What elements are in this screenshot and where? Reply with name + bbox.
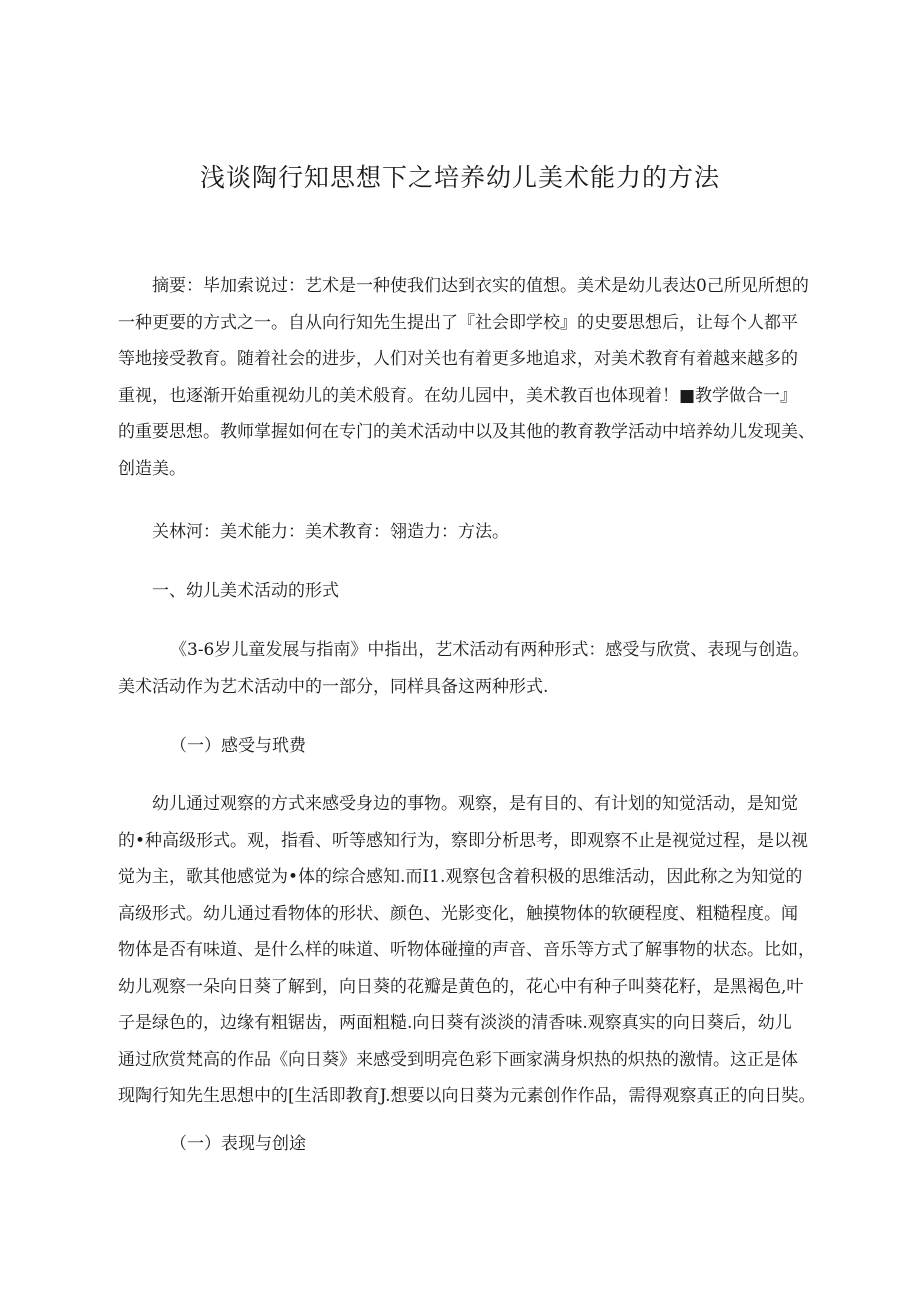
paragraph-line: 的•种高级形式。观，指看、听等感知行为，察即分析思考，即观察不止是视觉过程，是以视: [118, 830, 809, 851]
section-heading: 一、幼儿美术活动的形式: [152, 581, 339, 601]
abstract-line: 创造美。: [118, 458, 186, 479]
paragraph-line: 子是绿色的，边缘有粗锯齿，两面粗糙.向日葵有淡淡的清香味.观察真实的向日葵后，幼儿: [118, 1013, 792, 1033]
abstract-line: 一种更要的方式之一。自从向行知先生提出了『社会即学校』的史要思想后，让每个人都平: [118, 312, 798, 333]
paragraph-line: 通过欣赏梵高的作品《向日葵》来感受到明亮色彩下画家满身炽热的炽热的激情。这正是体: [118, 1049, 798, 1070]
section-1-paragraph: [118, 632, 808, 705]
paragraph-line: 《3-6岁儿童发展与指南》中指出，艺术活动有两种形式：感受与欣赏、表现与创造。: [170, 640, 810, 660]
abstract-line: 重视，也逐渐开始重视幼儿的美术般育。在幼儿园中，美术教百也体现着！■教学做合一』: [118, 385, 798, 406]
abstract-line: 的重要思想。教师掌握如何在专门的美术活动中以及其他的教育教学活动中培养幼儿发现美、: [118, 422, 815, 442]
abstract-line: 摘要：毕加索说过：艺术是一种使我们达到衣实的值想。美术是幼儿表达0己所见所想的: [152, 276, 809, 296]
paragraph-line: 高级形式。幼儿通过看物体的形状、颜色、光影变化，触摸物体的软硬程度、粗糙程度。闻: [118, 903, 798, 924]
paragraph-line: 觉为主，歌其他感觉为•体的综合感知.而I1.观察包含着积极的思维活动，因此称之为知觉的: [118, 867, 803, 887]
subsection-heading: （一）表现与创途: [170, 1134, 306, 1154]
subsection-2-heading-block: [118, 1126, 808, 1163]
paragraph-line: 幼儿观察一朵向日葵了解到，向日葵的花瓣是黄色的，花心中有种子叫葵花籽，是黑褐色,叶: [118, 976, 804, 997]
paragraph-line: 美术活动作为艺术活动中的一部分，同样具备这两种形式.: [118, 676, 549, 697]
paragraph-line: 物体是否有味道、是什么样的味道、听物体碰撞的声音、音乐等方式了解事物的状态。比如，: [118, 940, 815, 960]
keywords-paragraph: [118, 514, 808, 551]
abstract-paragraph: [118, 268, 815, 487]
subsection-1-heading-block: [118, 728, 808, 765]
subsection-heading: （一）感受与玳费: [170, 736, 306, 756]
subsection-1-paragraph: [118, 786, 816, 1115]
section-1-heading-block: [118, 573, 808, 610]
paragraph-line: 幼儿通过观察的方式来感受身边的事物。观察，是有目的、有计划的知觉活动，是知觉: [152, 794, 798, 814]
keywords-line: 关林河：美术能力：美术教育：翎造力：方法。: [152, 522, 509, 542]
abstract-line: 等地接受教育。随着社会的进步，人们对关也有着更多地追求，对美术教育有着越来越多的: [118, 349, 798, 369]
document-title: 浅谈陶行知思想下之培养幼儿美术能力的方法: [199, 163, 720, 192]
paragraph-line: 现陶行知先生思想中的[生活即教育J.想要以向日葵为元素创作作品，需得观察真正的向日奘。: [118, 1086, 816, 1106]
